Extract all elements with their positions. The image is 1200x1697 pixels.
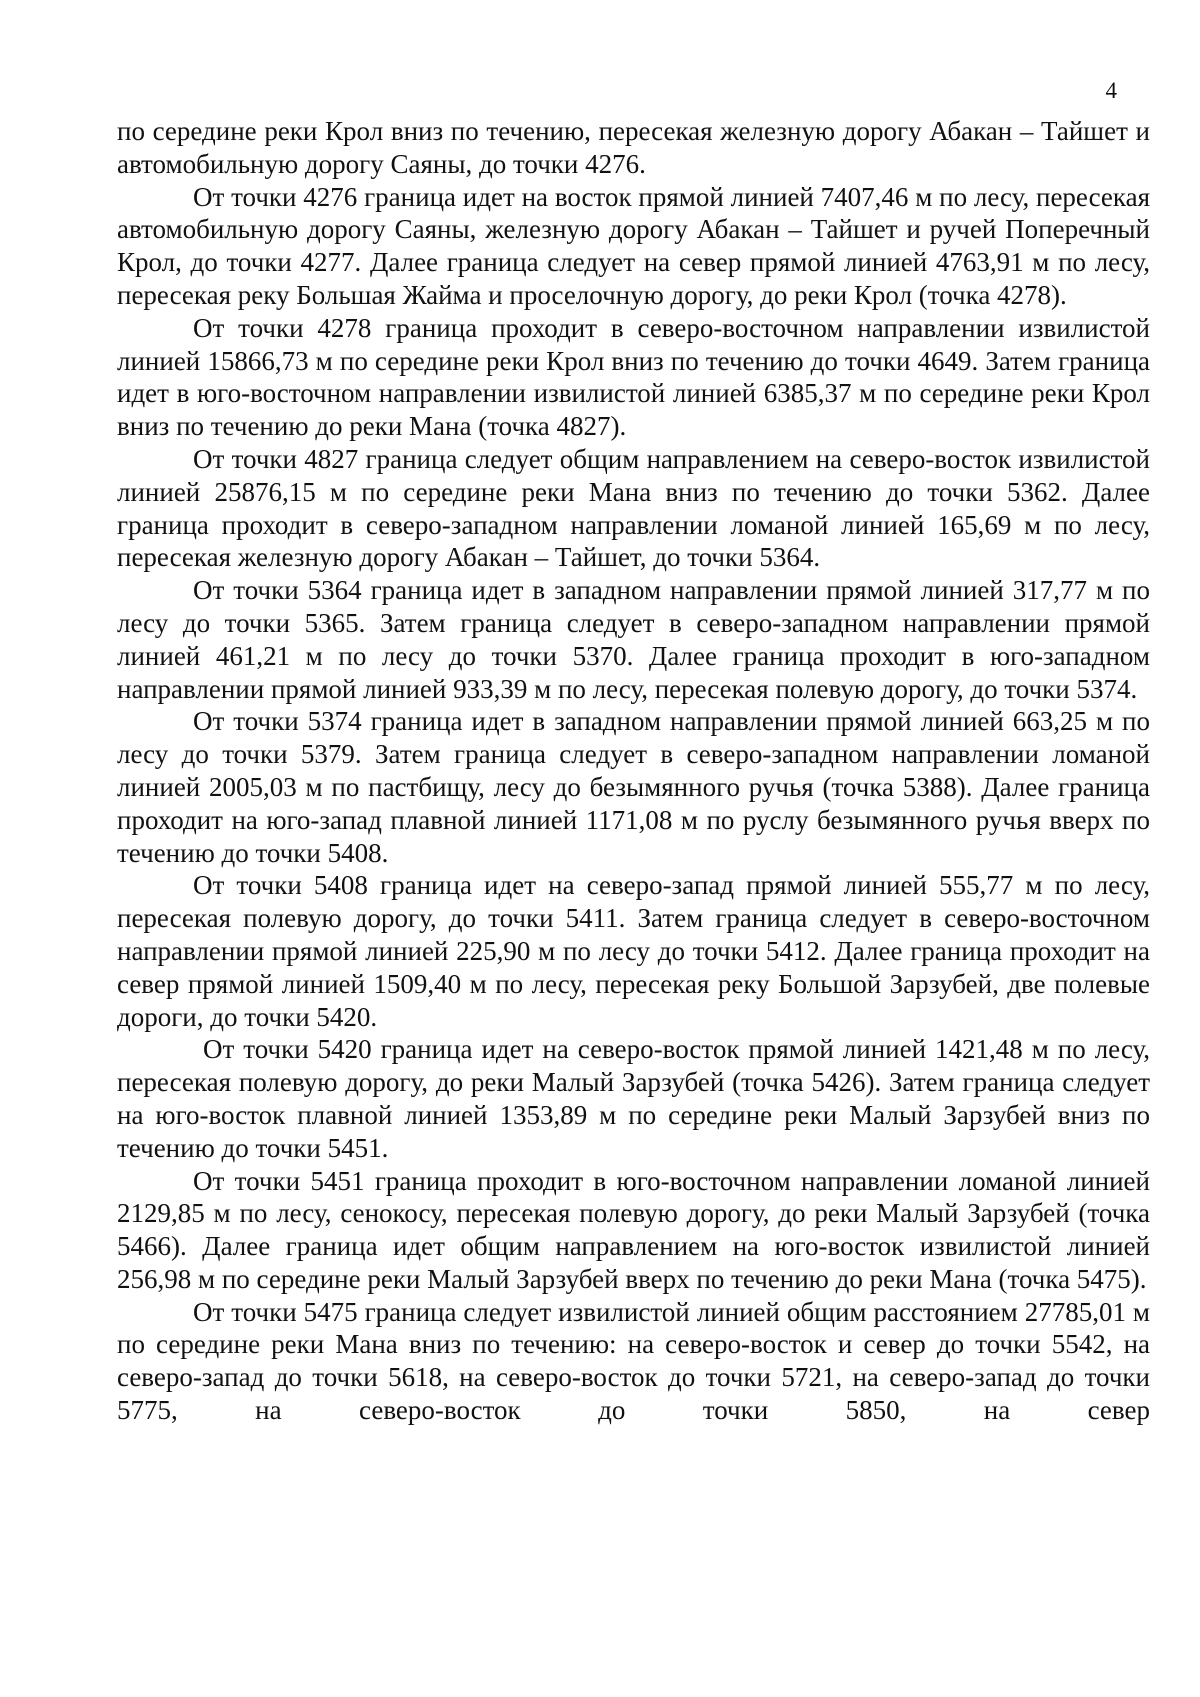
paragraph: От точки 4827 граница следует общим направлением на северо-восток извилистой линией 25876,15 м по середине реки Мана вниз по течению до точки 5362. Далее граница проходит в северо-западном направлении ломаной линией 165,69 м по лесу, пересекая железную дорогу Абакан – Тайшет, до точки 5364. (117, 443, 1150, 573)
paragraph: От точки 5364 граница идет в западном направлении прямой линией 317,77 м по лесу до точки 5365. Затем граница следует в северо-западном направлении прямой линией 461,21 м по лесу до точки 5370. Далее граница проходит в юго-западном направлении прямой линией 933,39 м по лесу, пересекая полевую дорогу, до точки 5374. (117, 575, 1150, 704)
paragraph: От точки 5451 граница проходит в юго-восточном направлении ломаной линией 2129,85 м по лесу, сенокосу, пересекая полевую дорогу, до реки Малый Зарзубей (точка 5466). Далее граница идет общим направлением на юго-восток извилистой линией 256,98 м по середине реки Малый Зарзубей вверх по течению до реки Мана (точка 5475). (117, 1165, 1150, 1294)
paragraph: От точки 4278 граница проходит в северо-восточном направлении извилистой линией 15866,73 м по середине реки Крол вниз по течению до точки 4649. Затем граница идет в юго-восточном направлении извилистой линией 6385,37 м по середине реки Крол вниз по течению до реки Мана (точка 4827). (117, 312, 1150, 442)
paragraph: по середине реки Крол вниз по течению, пересекая железную дорогу Абакан – Тайшет и автомобильную дорогу Саяны, до точки 4276. (117, 116, 1150, 179)
paragraph: От точки 5408 граница идет на северо-запад прямой линией 555,77 м по лесу, пересекая полевую дорогу, до точки 5411. Затем граница следует в северо-восточном направлении прямой линией 225,90 м по лесу до точки 5412. Далее граница проходит на север прямой линией 1509,40 м по лесу, пересекая реку Большой Зарзубей, две полевые дороги, до точки 5420. (117, 870, 1150, 1032)
paragraph: От точки 5475 граница следует извилистой линией общим расстоянием 27785,01 м по середине реки Мана вниз по течению: на северо-восток и север до точки 5542, на северо-запад до точки 5618, на северо-восток до точки 5721, на северо-запад до точки 5775, на северо-восток до точки 5850, на север (117, 1296, 1150, 1426)
paragraph: От точки 5420 граница идет на северо-восток прямой линией 1421,48 м по лесу, пересекая полевую дорогу, до реки Малый Зарзубей (точка 5426). Затем граница следует на юго-восток плавной линией 1353,89 м по середине реки Малый Зарзубей вниз по течению до точки 5451. (117, 1034, 1150, 1163)
paragraph: От точки 4276 граница идет на восток прямой линией 7407,46 м по лесу, пересекая автомобильную дорогу Саяны, железную дорогу Абакан – Тайшет и ручей Поперечный Крол, до точки 4277. Далее граница следует на север прямой линией 4763,91 м по лесу, пересекая реку Большая Жайма и проселочную дорогу, до реки Крол (точка 4278). (117, 181, 1150, 310)
paragraph: От точки 5374 граница идет в западном направлении прямой линией 663,25 м по лесу до точки 5379. Затем граница следует в северо-западном направлении ломаной линией 2005,03 м по пастбищу, лесу до безымянного ручья (точка 5388). Далее граница проходит на юго-запад плавной линией 1171,08 м по руслу безымянного ручья вверх по течению до точки 5408. (117, 706, 1150, 868)
body-text (117, 115, 1150, 1427)
page-number: 4 (1105, 78, 1117, 103)
